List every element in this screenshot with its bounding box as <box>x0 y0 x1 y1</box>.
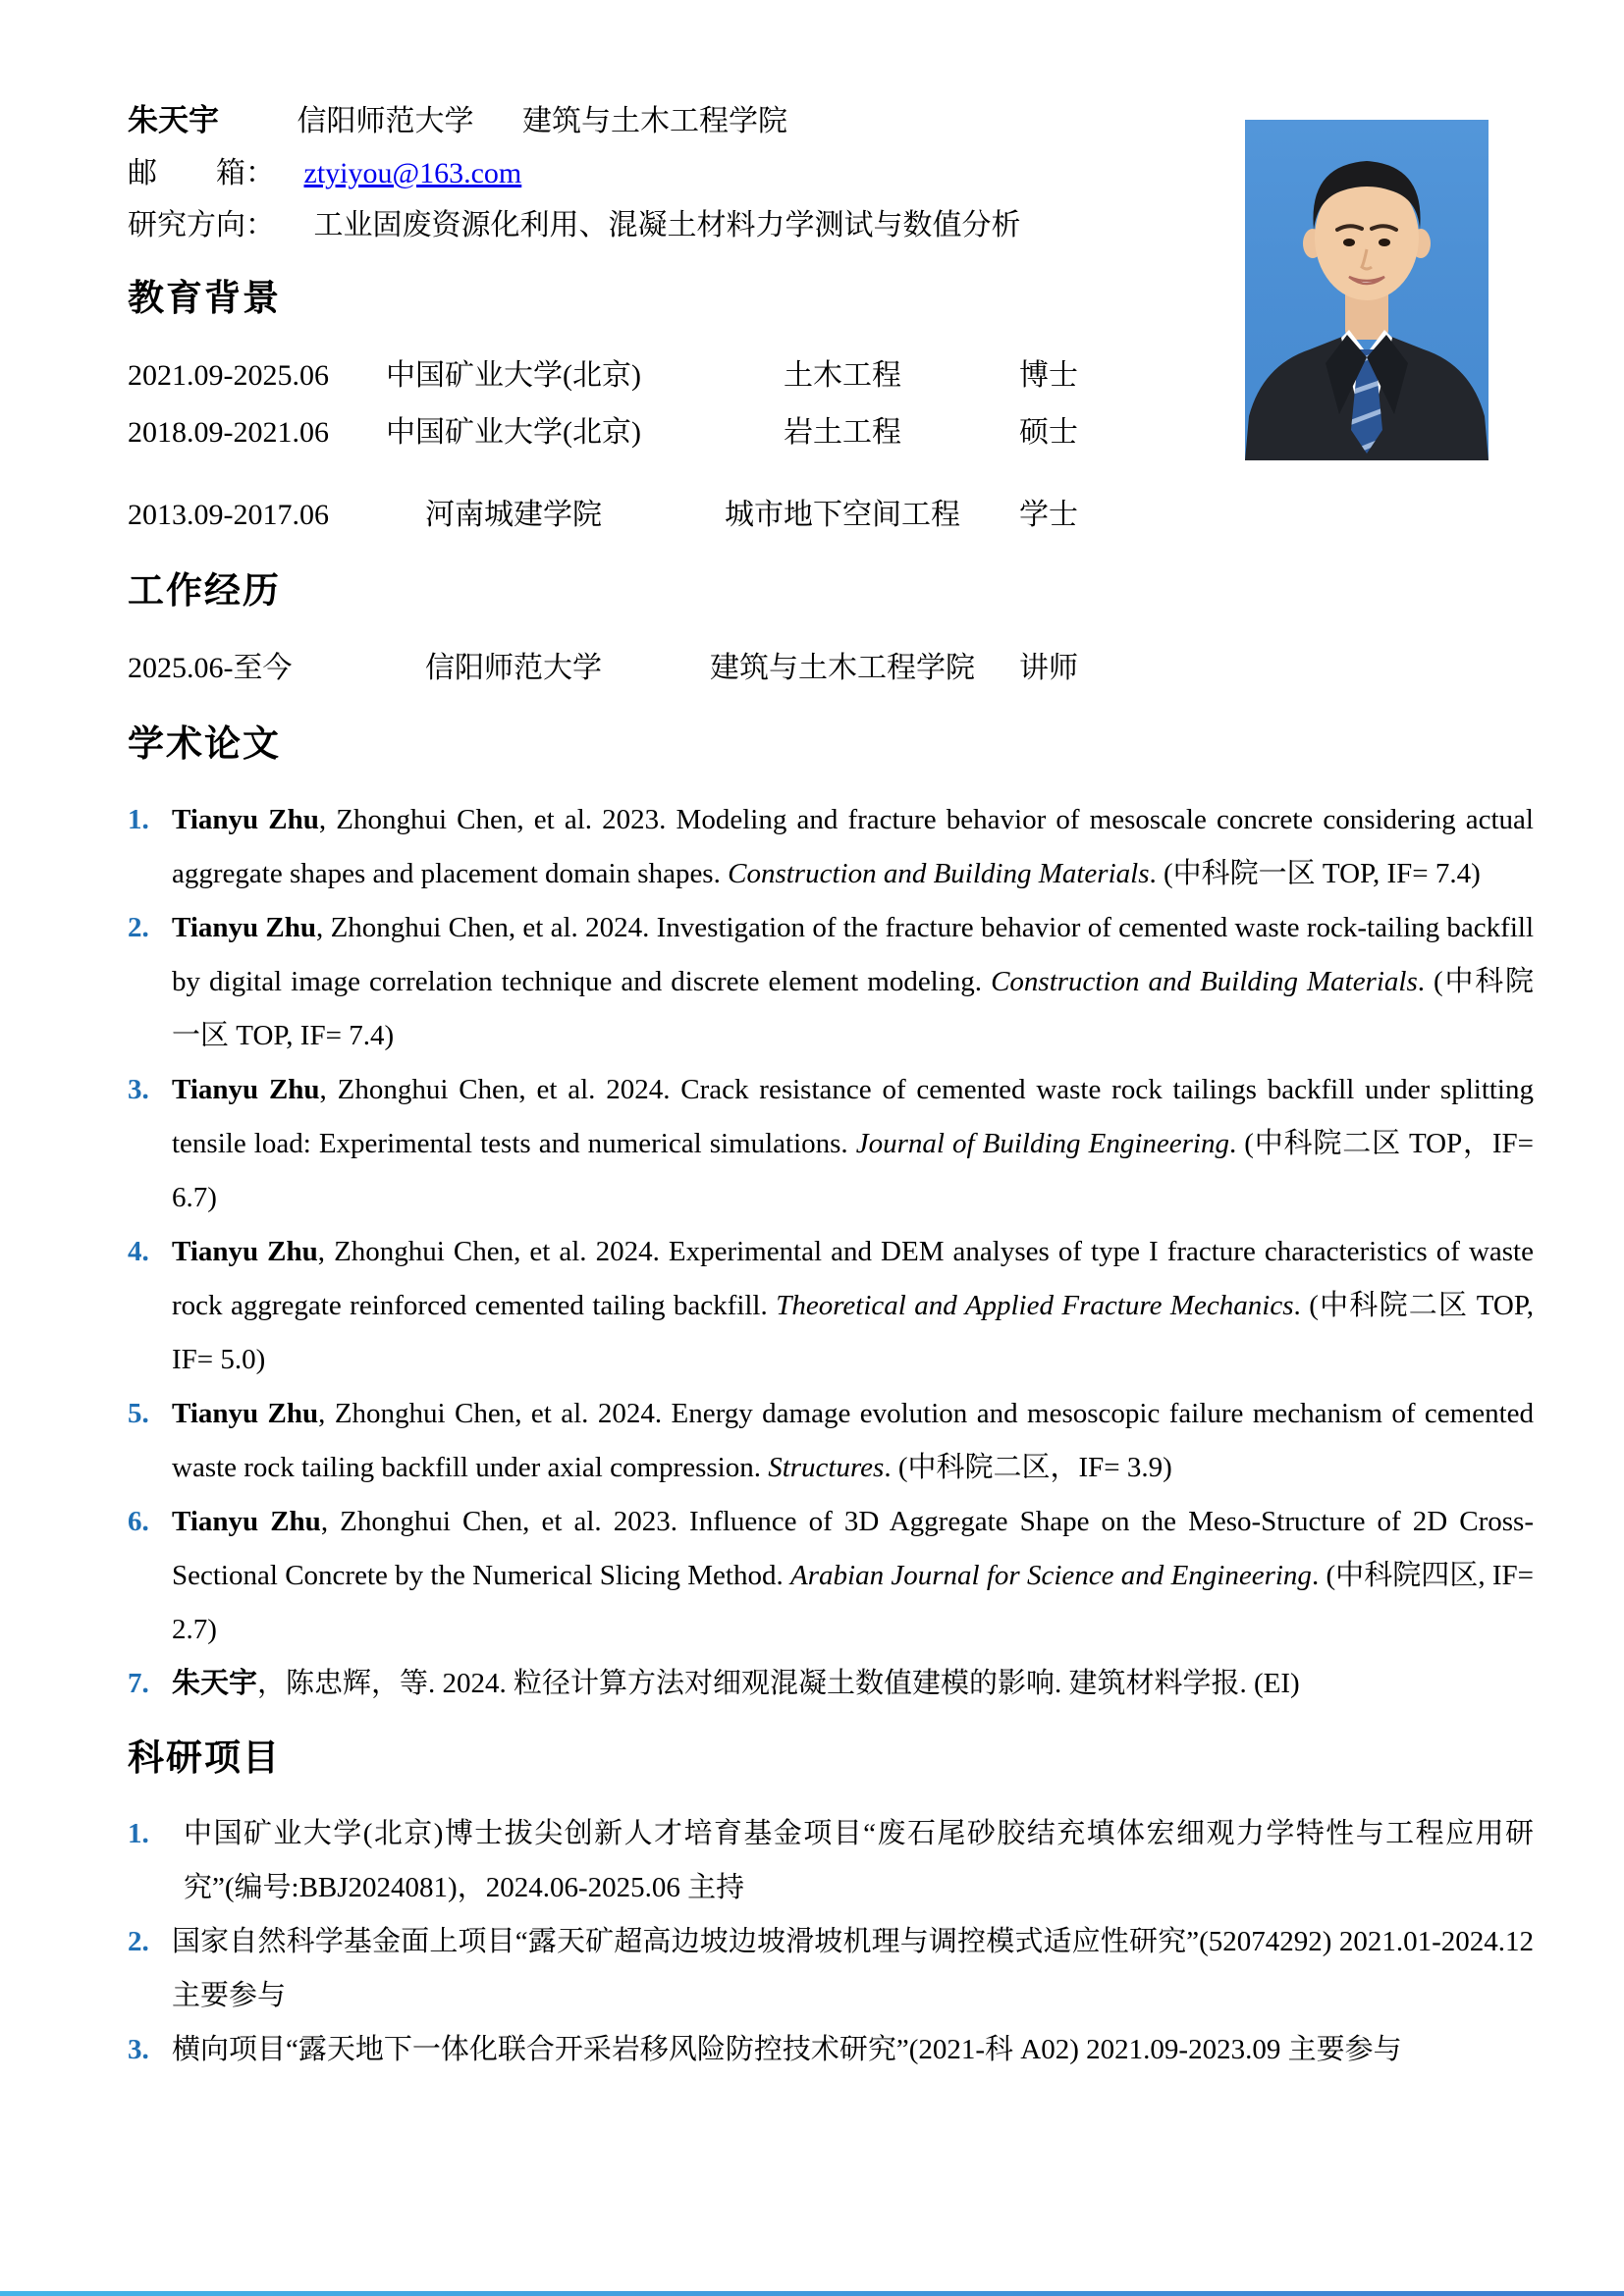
section-title-work: 工作经历 <box>128 571 281 612</box>
paper-journal: Structures <box>768 1452 885 1483</box>
paper-citation <box>172 793 1534 901</box>
paper-text: , Zhonghui Chen, et al. 2024. Energy damage evolution and mesoscopic failure mechanism of cemented waste rock tailing backfill under axial compression. <box>172 1398 1534 1483</box>
edu-major: 土木工程 <box>784 359 901 392</box>
paper-tail: . (中科院一区 TOP, IF= 7.4) <box>172 966 1534 1051</box>
work-position: 讲师 <box>1019 652 1078 684</box>
project-item <box>128 1915 1534 2023</box>
section-title-papers: 学术论文 <box>128 724 281 765</box>
paper-item <box>128 901 1534 1063</box>
project-text: 中国矿业大学(北京)博士拔尖创新人才培育基金项目“废石尾砂胶结充填体宏细观力学特性与工程应用研究”(编号:BBJ2024081)，2024.06-2025.06 主持 <box>184 1818 1534 1903</box>
paper-citation <box>172 901 1534 1063</box>
paper-text: ，陈忠辉，等. 2024. 粒径计算方法对细观混凝土数值建模的影响. 建筑材料学报. (EI) <box>257 1668 1300 1699</box>
email-link[interactable]: ztyiyou@163.com <box>303 157 522 189</box>
projects-list <box>128 1807 1534 2077</box>
project-number: 2. <box>128 1926 149 1957</box>
section-title-education: 教育背景 <box>128 279 281 319</box>
paper-tail: . (中科院四区, IF= 2.7) <box>172 1560 1534 1645</box>
papers-list <box>128 793 1534 1711</box>
paper-tail: . (中科院二区 TOP，IF= 6.7) <box>172 1128 1534 1213</box>
paper-number: 7. <box>128 1668 149 1699</box>
paper-number: 2. <box>128 912 149 943</box>
paper-text: , Zhonghui Chen, et al. 2024. Crack resistance of cemented waste rock tailings backfill under splitting tensile load: Experimental tests and numerical simulations. <box>172 1074 1534 1159</box>
paper-author: Tianyu Zhu <box>172 804 319 835</box>
edu-school: 中国矿业大学(北京) <box>386 416 641 449</box>
paper-number: 5. <box>128 1398 149 1429</box>
paper-journal: Construction and Building Materials <box>991 966 1418 997</box>
paper-text: , Zhonghui Chen, et al. 2024. Investigation of the fracture behavior of cemented waste rock-tailing backfill by digital image correlation technique and discrete element modeling. <box>172 912 1535 997</box>
paper-citation <box>172 1063 1534 1225</box>
education-table <box>128 347 1100 544</box>
paper-tail: . (中科院二区 TOP, IF= 5.0) <box>172 1290 1534 1375</box>
paper-author: Tianyu Zhu <box>172 1074 320 1105</box>
paper-author: Tianyu Zhu <box>172 1236 318 1267</box>
paper-item <box>128 793 1534 901</box>
project-number: 3. <box>128 2034 149 2065</box>
paper-number: 1. <box>128 804 149 835</box>
project-item <box>128 2023 1534 2077</box>
portrait-eye <box>1379 239 1390 246</box>
edu-school: 中国矿业大学(北京) <box>386 359 641 392</box>
paper-citation <box>172 1495 1534 1657</box>
edu-degree: 博士 <box>1019 359 1078 392</box>
paper-author: Tianyu Zhu <box>172 912 317 943</box>
edu-degree: 学士 <box>1019 499 1078 531</box>
education-row <box>128 487 1100 544</box>
paper-journal: Arabian Journal for Science and Engineering <box>790 1560 1312 1591</box>
paper-author: Tianyu Zhu <box>172 1398 319 1429</box>
edu-period: 2013.09-2017.06 <box>128 499 329 531</box>
university-name: 信阳师范大学 <box>297 105 474 137</box>
college-name: 建筑与土木工程学院 <box>522 105 787 137</box>
paper-author: 朱天宇 <box>172 1668 258 1699</box>
education-row <box>128 404 1100 461</box>
project-text: 横向项目“露天地下一体化联合开采岩移风险防控技术研究”(2021-科 A02) 2021.09-2023.09 主要参与 <box>172 2034 1402 2065</box>
paper-citation <box>172 1225 1534 1387</box>
person-name: 朱天宇 <box>128 103 219 137</box>
section-title-projects: 科研项目 <box>128 1738 281 1779</box>
paper-citation <box>172 1387 1534 1495</box>
paper-item <box>128 1387 1534 1495</box>
bottom-accent-bar <box>0 2291 1624 2296</box>
paper-journal: Journal of Building Engineering <box>855 1128 1229 1159</box>
paper-text: , Zhonghui Chen, et al. 2023. Modeling and fracture behavior of mesoscale concrete considering actual aggregate shapes and placement domain shapes. <box>172 804 1534 889</box>
work-department: 建筑与土木工程学院 <box>710 652 975 684</box>
paper-text: , Zhonghui Chen, et al. 2024. Experimental and DEM analyses of type I fracture characteristics of waste rock aggregate reinforced cemented tailing backfill. <box>172 1236 1534 1321</box>
edu-period: 2018.09-2021.06 <box>128 416 329 449</box>
paper-tail: . (中科院二区，IF= 3.9) <box>884 1452 1172 1483</box>
paper-number: 3. <box>128 1074 149 1105</box>
edu-degree: 硕士 <box>1019 416 1078 449</box>
paper-author: Tianyu Zhu <box>172 1506 321 1537</box>
project-item <box>128 1807 1534 1915</box>
paper-citation <box>172 1657 1534 1711</box>
email-label: 邮 箱： <box>128 157 275 189</box>
paper-item <box>128 1657 1534 1711</box>
project-text: 国家自然科学基金面上项目“露天矿超高边坡边坡滑坡机理与调控模式适应性研究”(52074292) 2021.01-2024.12 主要参与 <box>172 1926 1534 2011</box>
paper-number: 4. <box>128 1236 149 1267</box>
paper-item <box>128 1495 1534 1657</box>
paper-number: 6. <box>128 1506 149 1537</box>
edu-major: 城市地下空间工程 <box>725 499 960 531</box>
edu-school: 河南城建学院 <box>425 499 602 531</box>
paper-journal: Construction and Building Materials <box>728 858 1150 889</box>
work-row <box>128 640 1100 697</box>
research-label: 研究方向： <box>128 209 275 241</box>
portrait-eye <box>1343 239 1355 246</box>
paper-text: , Zhonghui Chen, et al. 2023. Influence of 3D Aggregate Shape on the Meso-Structure of 2D Cross-Sectional Concrete by the Numerical Slicing Method. <box>172 1506 1535 1591</box>
paper-item <box>128 1225 1534 1387</box>
paper-journal: Theoretical and Applied Fracture Mechanics <box>776 1290 1294 1321</box>
research-direction: 工业固废资源化利用、混凝土材料力学测试与数值分析 <box>313 209 1021 241</box>
project-number: 1. <box>128 1818 149 1849</box>
paper-tail: . (中科院一区 TOP, IF= 7.4) <box>1149 858 1481 889</box>
paper-item <box>128 1063 1534 1225</box>
portrait-photo <box>1245 120 1489 460</box>
work-employer: 信阳师范大学 <box>425 652 602 684</box>
work-table <box>128 640 1100 697</box>
work-period: 2025.06-至今 <box>128 652 293 684</box>
edu-period: 2021.09-2025.06 <box>128 359 329 392</box>
edu-major: 岩土工程 <box>784 416 901 449</box>
education-row <box>128 347 1100 404</box>
